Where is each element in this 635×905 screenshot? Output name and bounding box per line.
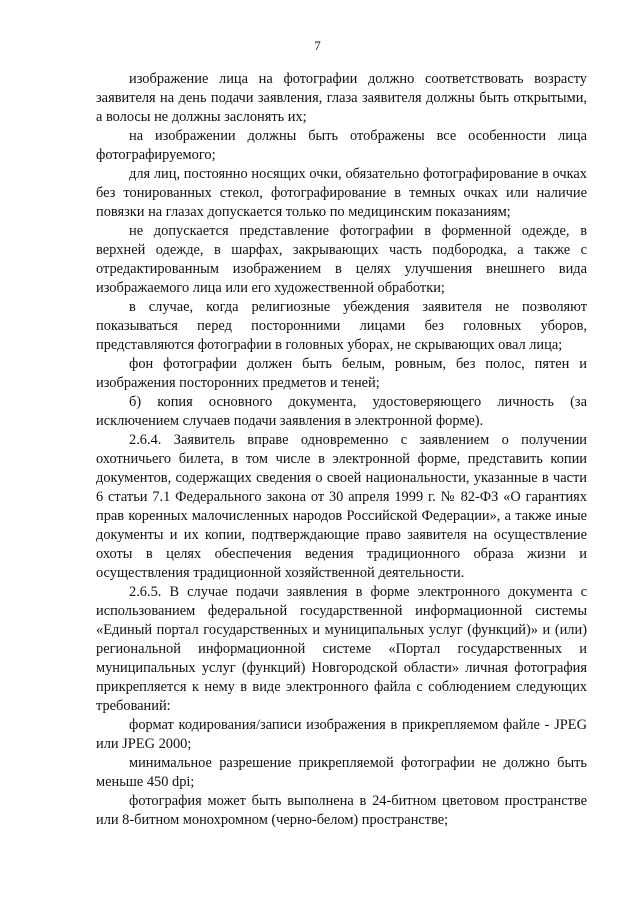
paragraph-section-2-6-4: 2.6.4. Заявитель вправе одновременно с заявлением о получении охотничьего билета, в том числе в электронной форме, представить копии документов, содержащих сведения о своей национальности, указанные в части 6 статьи 7.1 Федерального закона от 30 апреля 1999 г. № 82-ФЗ «О гарантиях прав коренных малочисленных народов Российской Федерации», а также иные документы и их копии, подтверждающие право заявителя на осуществление охоты в целях обеспечения ведения традиционного образа жизни и осуществления традиционной хозяйственной деятельности. [96, 432, 587, 581]
document-body [96, 70, 587, 830]
paragraph-file-format: формат кодирования/записи изображения в прикрепляемом файле - JPEG или JPEG 2000; [96, 717, 587, 752]
paragraph-resolution: минимальное разрешение прикрепляемой фотографии не должно быть меньше 450 dpi; [96, 755, 587, 790]
paragraph-color-space: фотография может быть выполнена в 24-битном цветовом пространстве или 8-битном монохромном (черно-белом) пространстве; [96, 793, 587, 828]
paragraph-glasses: для лиц, постоянно носящих очки, обязательно фотографирование в очках без тонированных стекол, фотографирование в темных очках или наличие повязки на глазах допускается только по медицинским показаниям; [96, 166, 587, 220]
paragraph-religious-headwear: в случае, когда религиозные убеждения заявителя не позволяют показываться перед посторонними лицами без головных уборов, представляются фотографии в головных уборах, не скрывающих овал лица; [96, 299, 587, 353]
paragraph-uniform-restriction: не допускается представление фотографии в форменной одежде, в верхней одежде, в шарфах, закрывающих часть подбородка, а также с отредактированным изображением в целях улучшения внешнего вида изображаемого лица или его художественной обработки; [96, 223, 587, 296]
paragraph-background: фон фотографии должен быть белым, ровным, без полос, пятен и изображения посторонних предметов и теней; [96, 356, 587, 391]
paragraph-identity-copy: б) копия основного документа, удостоверяющего личность (за исключением случаев подачи заявления в электронной форме). [96, 394, 587, 429]
paragraph-face-features: на изображении должны быть отображены все особенности лица фотографируемого; [96, 128, 587, 163]
paragraph-section-2-6-5: 2.6.5. В случае подачи заявления в форме электронного документа с использованием федеральной государственной информационной системы «Единый портал государственных и муниципальных услуг (функций)» и (или) региональной информационной системе «Портал государственных и муниципальных услуг (функций) Новгородской области» личная фотография прикрепляется к нему в виде электронного файла с соблюдением следующих требований: [96, 584, 587, 714]
page-number: 7 [314, 38, 321, 53]
paragraph-photo-age-match: изображение лица на фотографии должно соответствовать возрасту заявителя на день подачи заявления, глаза заявителя должны быть открытыми, а волосы не должны заслонять их; [96, 71, 587, 125]
